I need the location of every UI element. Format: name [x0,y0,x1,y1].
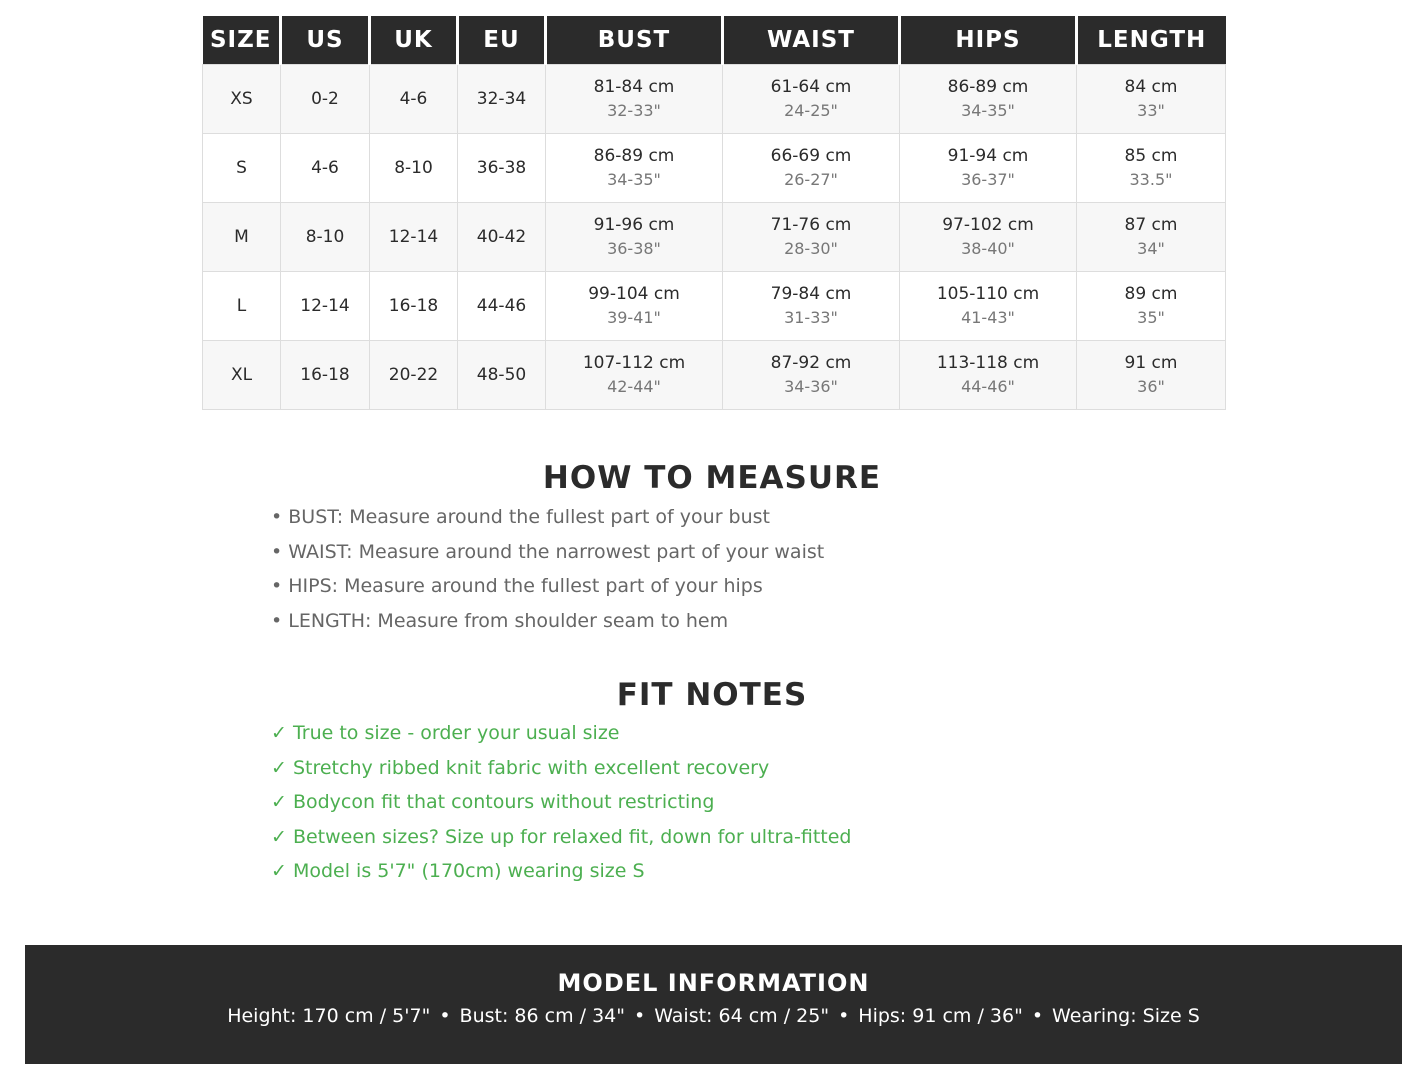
hips-cm: 105-110 cm [936,284,1040,304]
header-eu: EU [458,16,546,65]
separator: • [1031,1005,1044,1027]
model-information-panel [25,945,1402,1064]
length-in: 36" [1137,377,1165,396]
waist-cm: 79-84 cm [770,284,852,304]
length-cell [1077,134,1226,203]
list-item: ✓ Model is 5'7" (170cm) wearing size S [271,860,645,882]
table-row [203,272,1226,341]
waist-cm: 66-69 cm [770,146,852,166]
hips-in: 44-46" [961,377,1015,396]
hips-cm: 91-94 cm [947,146,1029,166]
waist-cell [723,65,900,134]
bust-cm: 86-89 cm [593,146,675,166]
hips-in: 41-43" [961,308,1015,327]
waist-cell [723,203,900,272]
length-in: 35" [1137,308,1165,327]
us-cell: 4-6 [281,134,370,203]
bust-cm: 107-112 cm [582,353,686,373]
header-bust: BUST [546,16,723,65]
uk-cell: 16-18 [370,272,458,341]
size-cell: M [203,203,281,272]
model-wearing: Wearing: Size S [1052,1005,1200,1027]
waist-cm: 61-64 cm [770,77,852,97]
length-cell [1077,341,1226,410]
bust-in: 39-41" [607,308,661,327]
hips-cell [900,272,1077,341]
table-row [203,134,1226,203]
length-in: 33.5" [1129,170,1173,189]
header-uk: UK [370,16,458,65]
waist-in: 31-33" [784,308,838,327]
how-to-measure-title: HOW TO MEASURE [542,460,882,496]
list-item: • BUST: Measure around the fullest part of your bust [271,506,771,528]
us-cell: 12-14 [281,272,370,341]
bust-cell [546,203,723,272]
waist-cell [723,134,900,203]
uk-cell: 12-14 [370,203,458,272]
eu-cell: 32-34 [458,65,546,134]
waist-cell [723,341,900,410]
waist-cell [723,272,900,341]
model-height: Height: 170 cm / 5'7" [227,1005,431,1027]
hips-cell [900,134,1077,203]
length-in: 34" [1137,239,1165,258]
list-item: ✓ True to size - order your usual size [271,722,620,744]
waist-in: 26-27" [784,170,838,189]
length-cm: 89 cm [1124,284,1178,304]
list-item: ✓ Bodycon fit that contours without restricting [271,791,715,813]
fit-notes-title: FIT NOTES [616,677,808,713]
separator: • [439,1005,451,1027]
eu-cell: 36-38 [458,134,546,203]
header-length: LENGTH [1077,16,1226,65]
bust-cell [546,272,723,341]
length-cm: 87 cm [1124,215,1178,235]
eu-cell: 40-42 [458,203,546,272]
uk-cell: 20-22 [370,341,458,410]
hips-cm: 113-118 cm [936,353,1040,373]
table-row [203,203,1226,272]
waist-in: 24-25" [784,101,838,120]
size-cell: XL [203,341,281,410]
length-cm: 91 cm [1124,353,1178,373]
model-hips: Hips: 91 cm / 36" [858,1005,1023,1027]
header-size: SIZE [203,16,281,65]
model-bust: Bust: 86 cm / 34" [459,1005,625,1027]
waist-cm: 87-92 cm [770,353,852,373]
uk-cell: 8-10 [370,134,458,203]
header-us: US [281,16,370,65]
size-cell: L [203,272,281,341]
eu-cell: 44-46 [458,272,546,341]
hips-cell [900,341,1077,410]
us-cell: 0-2 [281,65,370,134]
size-cell: S [203,134,281,203]
hips-cm: 97-102 cm [942,215,1034,235]
list-item: • WAIST: Measure around the narrowest part of your waist [271,540,825,563]
how-to-measure-list [271,500,824,638]
size-table-header-row [203,16,1226,65]
bust-in: 36-38" [607,239,661,258]
bust-cm: 91-96 cm [593,215,675,235]
header-hips: HIPS [900,16,1077,65]
bust-cell [546,65,723,134]
list-item: • LENGTH: Measure from shoulder seam to hem [271,609,729,632]
list-item: ✓ Stretchy ribbed knit fabric with excellent recovery [271,756,770,779]
size-cell: XS [203,65,281,134]
hips-cell [900,203,1077,272]
us-cell: 8-10 [281,203,370,272]
uk-cell: 4-6 [370,65,458,134]
model-waist: Waist: 64 cm / 25" [654,1005,830,1027]
eu-cell: 48-50 [458,341,546,410]
length-cell [1077,65,1226,134]
hips-cell [900,65,1077,134]
waist-in: 28-30" [784,239,838,258]
waist-in: 34-36" [784,377,838,396]
hips-cm: 86-89 cm [947,77,1029,97]
table-row [203,341,1226,410]
bust-cell [546,341,723,410]
header-waist: WAIST [723,16,900,65]
length-cell [1077,203,1226,272]
separator: • [633,1005,646,1027]
bust-in: 42-44" [607,377,661,396]
hips-in: 36-37" [961,170,1015,189]
bust-cm: 99-104 cm [588,284,680,304]
hips-in: 34-35" [961,101,1015,120]
model-information-title: MODEL INFORMATION [557,969,870,997]
separator: • [838,1005,850,1027]
hips-in: 38-40" [961,239,1015,258]
length-in: 33" [1137,101,1165,120]
bust-cm: 81-84 cm [593,77,675,97]
bust-in: 34-35" [607,170,661,189]
model-stats [25,1005,1402,1027]
size-chart-table [202,16,1226,410]
waist-cm: 71-76 cm [770,215,852,235]
list-item: ✓ Between sizes? Size up for relaxed fit, down for ultra-fitted [271,825,852,848]
bust-cell [546,134,723,203]
length-cm: 85 cm [1124,146,1178,166]
fit-notes-list [271,716,851,889]
bust-in: 32-33" [607,101,661,120]
list-item: • HIPS: Measure around the fullest part of your hips [271,575,763,597]
table-row [203,65,1226,134]
us-cell: 16-18 [281,341,370,410]
length-cm: 84 cm [1124,77,1178,97]
length-cell [1077,272,1226,341]
